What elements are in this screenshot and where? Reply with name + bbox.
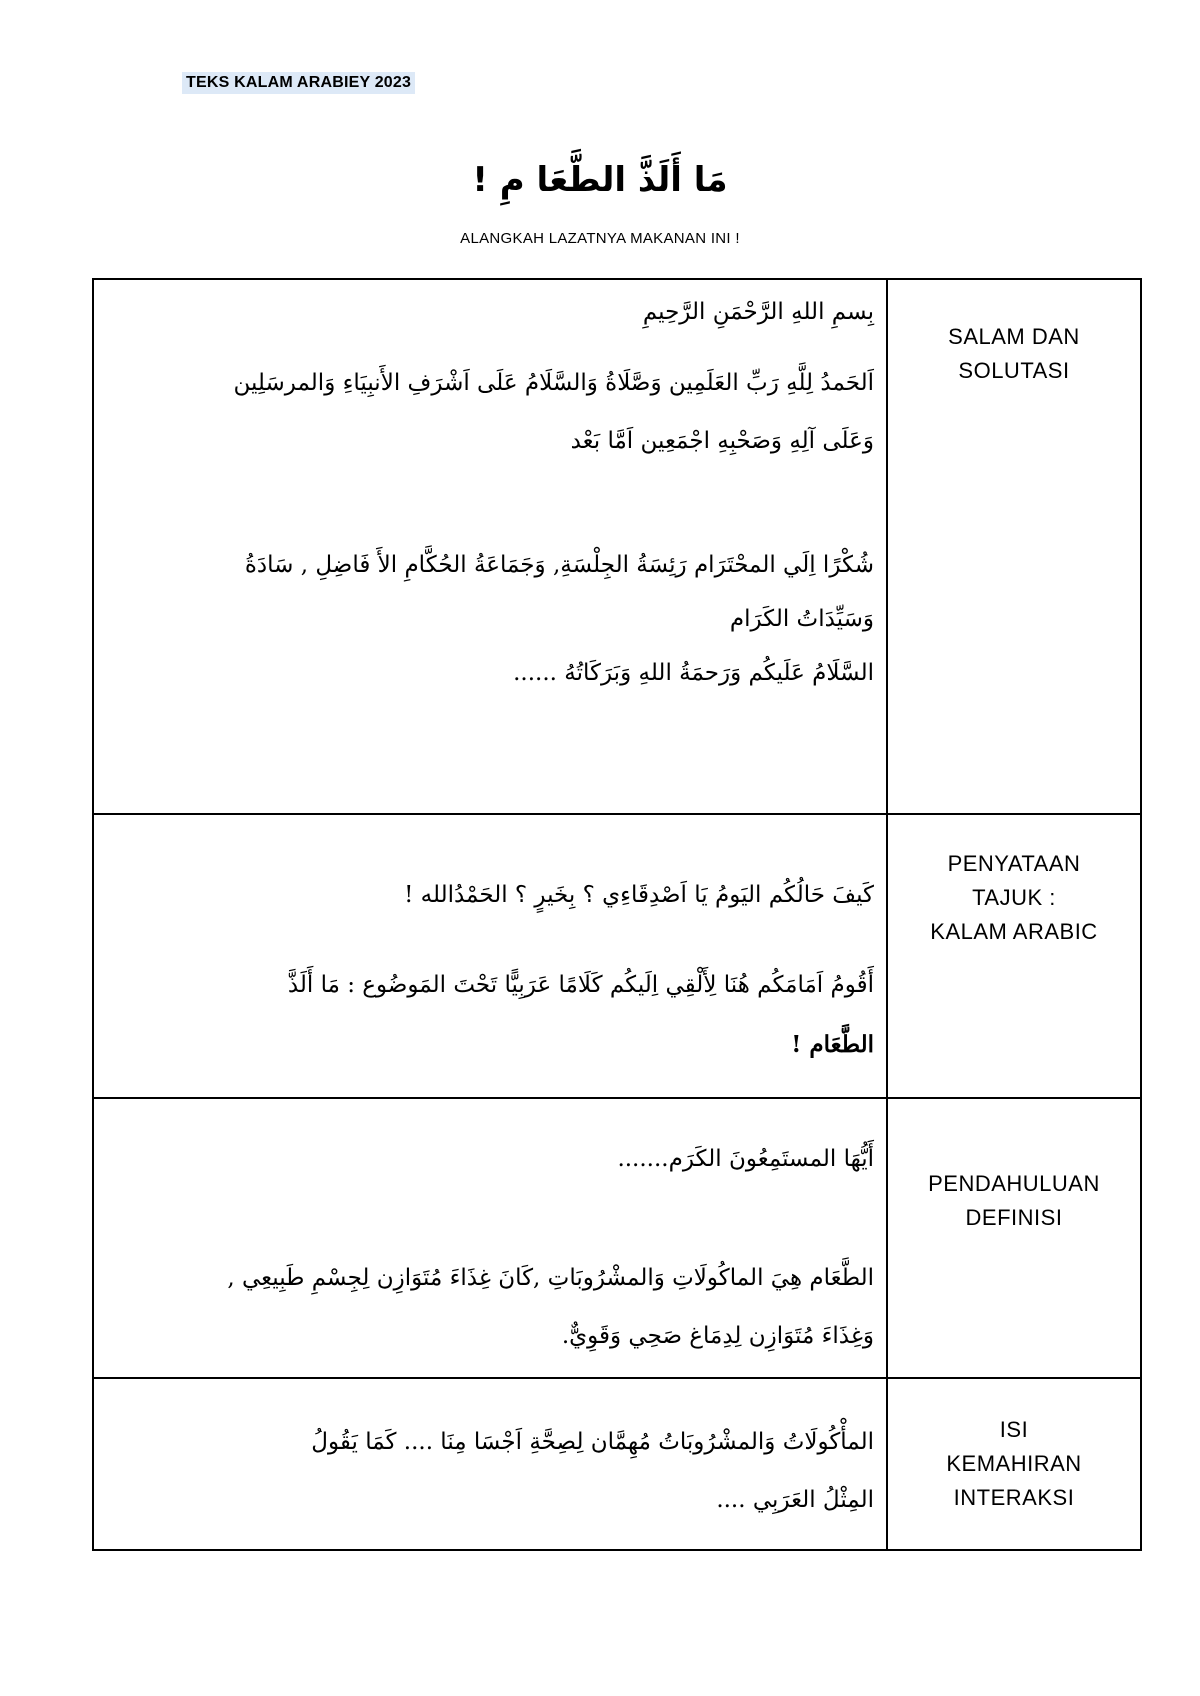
table-row-isi: [93, 1378, 1141, 1550]
section-label-line: INTERAKSI: [953, 1485, 1075, 1510]
basmalah-line: بِسمِ اللهِ الرَّحْمَنِ الرَّحِيمِ: [642, 299, 874, 325]
speech-outline-table: [92, 278, 1142, 1551]
pendahuluan-content-cell: [93, 1098, 887, 1378]
content-body-line-cont: المِثْلُ العَرَبِي ....: [716, 1487, 874, 1513]
content-body-line: المأْكُولَاتُ وَالمشْرُوبَاتُ مُهِمَّان لِصِحَّةِ اَجْسَا مِنَا .... كَمَا يَقُولُ: [311, 1429, 874, 1455]
isi-label-cell: [887, 1378, 1141, 1550]
definition-line: الطَّعَام هِيَ الماكُولَاتِ وَالمشْرُوبَاتِ ,كَانَ غِذَاءَ مُتَوَازِن لِجِسْمِ طَبِيعِي ,: [227, 1265, 874, 1291]
topic-statement-line-cont: الطَّعَام !: [791, 1031, 874, 1058]
section-label-line: DEFINISI: [965, 1205, 1063, 1230]
section-label-line: SALAM DAN: [948, 324, 1080, 349]
document-subtitle-malay: ALANGKAH LAZATNYA MAKANAN INI !: [460, 230, 740, 247]
table-row-salam: [93, 279, 1141, 814]
thanks-line-cont: وَسَيِّدَاتُ الكَرَام: [729, 606, 874, 632]
document-header-label: TEKS KALAM ARABIEY 2023: [182, 72, 415, 94]
salam-content-cell: [93, 279, 887, 814]
table-row-pendahuluan: [93, 1098, 1141, 1378]
section-label-line: ISI: [999, 1417, 1029, 1442]
section-label-line: PENYATAAN: [947, 851, 1081, 876]
isi-content-cell: [93, 1378, 887, 1550]
penyataan-content-cell: [93, 814, 887, 1098]
hamdalah-line: اَلحَمدُ لِلَّهِ رَبِّ العَلَمِين وَصَّلَاةُ وَالسَّلَامُ عَلَى اَشْرَفِ الأَنبِيَاءِ وَالمرسَلِين: [233, 370, 874, 396]
section-label-line: TAJUK :: [972, 885, 1056, 910]
thanks-line: شُكْرًا اِلَي المحْتَرَام رَئِسَةُ الجِلْسَةِ, وَجَمَاعَةُ الحُكَّامِ الأَ فَاضِلِ , سَادَةُ: [244, 552, 874, 578]
section-label-line: KALAM ARABIC: [930, 919, 1098, 944]
document-title-arabic: مَا أَلَذَّ الطَّعَا مِ !: [472, 160, 728, 200]
section-label-line: SOLUTASI: [958, 358, 1070, 383]
definition-line-cont: وَغِذَاءَ مُتَوَازِن لِدِمَاغ صَحِي وَقَوِيٌّ.: [561, 1323, 874, 1349]
salam-label-cell: [887, 279, 1141, 814]
section-label-line: KEMAHIRAN: [946, 1451, 1082, 1476]
table-row-penyataan: [93, 814, 1141, 1098]
section-label-line: PENDAHULUAN: [928, 1171, 1100, 1196]
greeting-question-line: كَيفَ حَالُكُم اليَومُ يَا اَصْدِقَاءِي ؟ بِخَيرٍ ؟ الحَمْدُالله !: [404, 882, 874, 908]
topic-statement-line: أَقُومُ اَمَامَكُم هُنَا لِأَلْقِي اِلَيكُم كَلَامًا عَرَبِيًّا تَحْتَ المَوضُوع : مَا أَلَذَّ: [287, 972, 874, 998]
pendahuluan-label-cell: [887, 1098, 1141, 1378]
greeting-line: السَّلَامُ عَلَيكُم وَرَحمَةُ اللهِ وَبَرَكَاتُهُ ......: [513, 660, 874, 686]
penyataan-label-cell: [887, 814, 1141, 1098]
audience-address-line: أَيُّهَا المستَمِعُونَ الكَرَم.......: [617, 1146, 874, 1172]
hamdalah-line-cont: وَعَلَى آلِهِ وَصَحْبِهِ اجْمَعِين اَمَّا بَعْد: [570, 428, 874, 454]
